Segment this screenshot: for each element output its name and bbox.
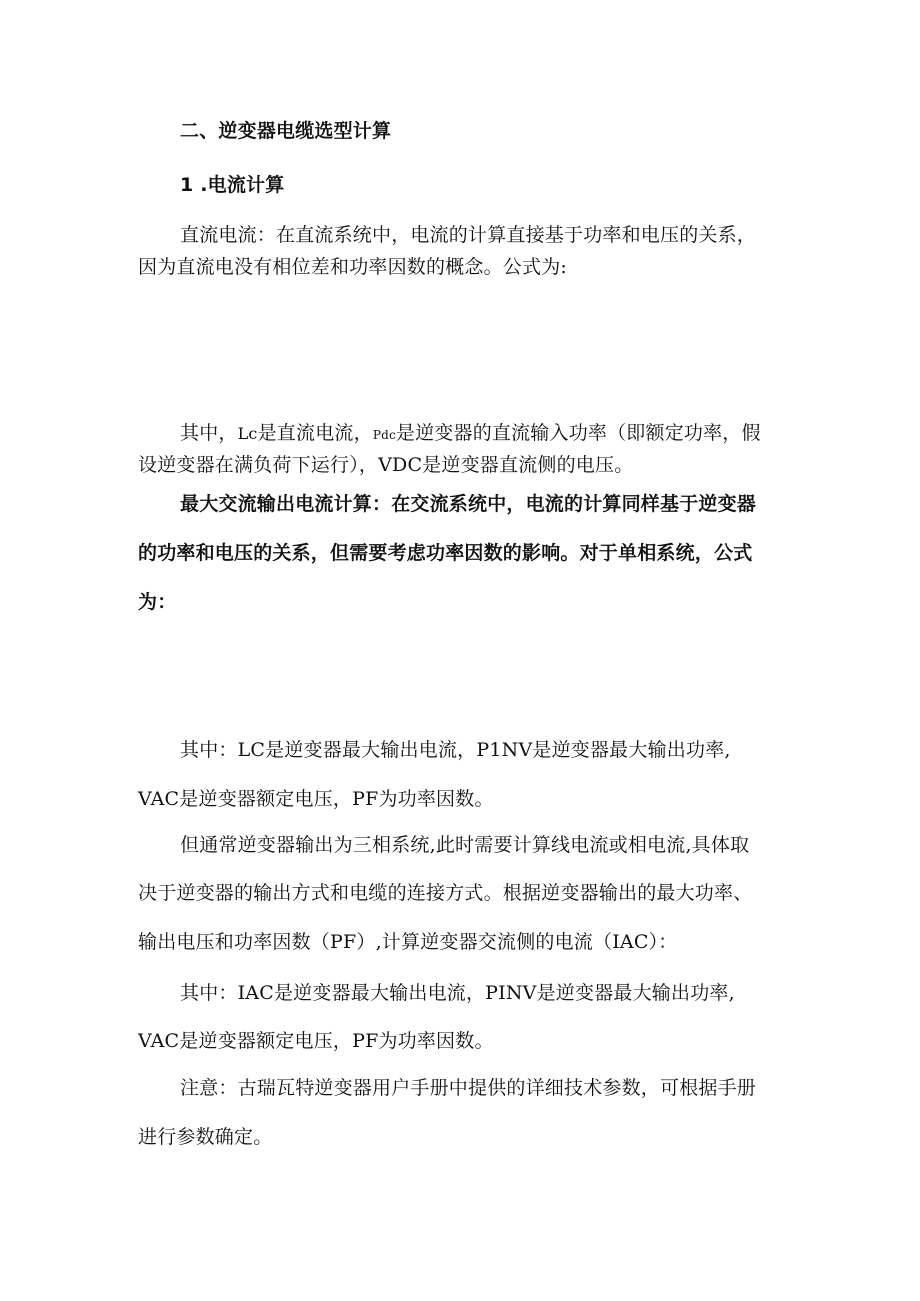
symbol-lc: Lc: [237, 424, 258, 443]
paragraph-line: 进行参数确定。: [138, 1126, 273, 1148]
paragraph-line: 设逆变器在满负荷下运行），VDC是逆变器直流侧的电压。: [138, 454, 634, 476]
symbol-pdc: Pdc: [372, 428, 396, 442]
subsection-heading: 1 .电流计算: [180, 174, 285, 196]
paragraph-line: [180, 420, 761, 448]
paragraph-line: 的功率和电压的关系，但需要考虑功率因数的影响。对于单相系统，公式: [138, 542, 753, 564]
paragraph-line: 注意：古瑞瓦特逆变器用户手册中提供的详细技术参数，可根据手册: [180, 1077, 757, 1099]
paragraph-line: VAC是逆变器额定电压，PF为功率因数。: [138, 788, 494, 810]
text-span: 其中，: [180, 422, 238, 444]
text-span: 是直流电流，: [257, 422, 373, 444]
paragraph-line: 其中：LC是逆变器最大输出电流，P1NV是逆变器最大输出功率,: [180, 739, 731, 761]
paragraph-line: 输出电压和功率因数（PF）,计算逆变器交流侧的电流（IAC）：: [138, 931, 678, 953]
paragraph-line: 因为直流电没有相位差和功率因数的概念。公式为:: [138, 256, 568, 278]
paragraph-line: 但通常逆变器输出为三相系统,此时需要计算线电流或相电流,具体取: [180, 834, 750, 856]
section-heading: 二、逆变器电缆选型计算: [180, 120, 392, 142]
text-span: 是逆变器的直流输入功率（即额定功率，假: [395, 422, 761, 444]
paragraph-line: 其中：IAC是逆变器最大输出电流，PINV是逆变器最大输出功率,: [180, 982, 735, 1004]
paragraph-line: 最大交流输出电流计算：在交流系统中，电流的计算同样基于逆变器: [180, 493, 757, 515]
paragraph-line: 决于逆变器的输出方式和电缆的连接方式。根据逆变器输出的最大功率、: [138, 882, 753, 904]
paragraph-line: 直流电流：在直流系统中，电流的计算直接基于功率和电压的关系，: [180, 224, 757, 246]
paragraph-line: VAC是逆变器额定电压，PF为功率因数。: [138, 1030, 494, 1052]
paragraph-line: 为：: [138, 591, 177, 613]
